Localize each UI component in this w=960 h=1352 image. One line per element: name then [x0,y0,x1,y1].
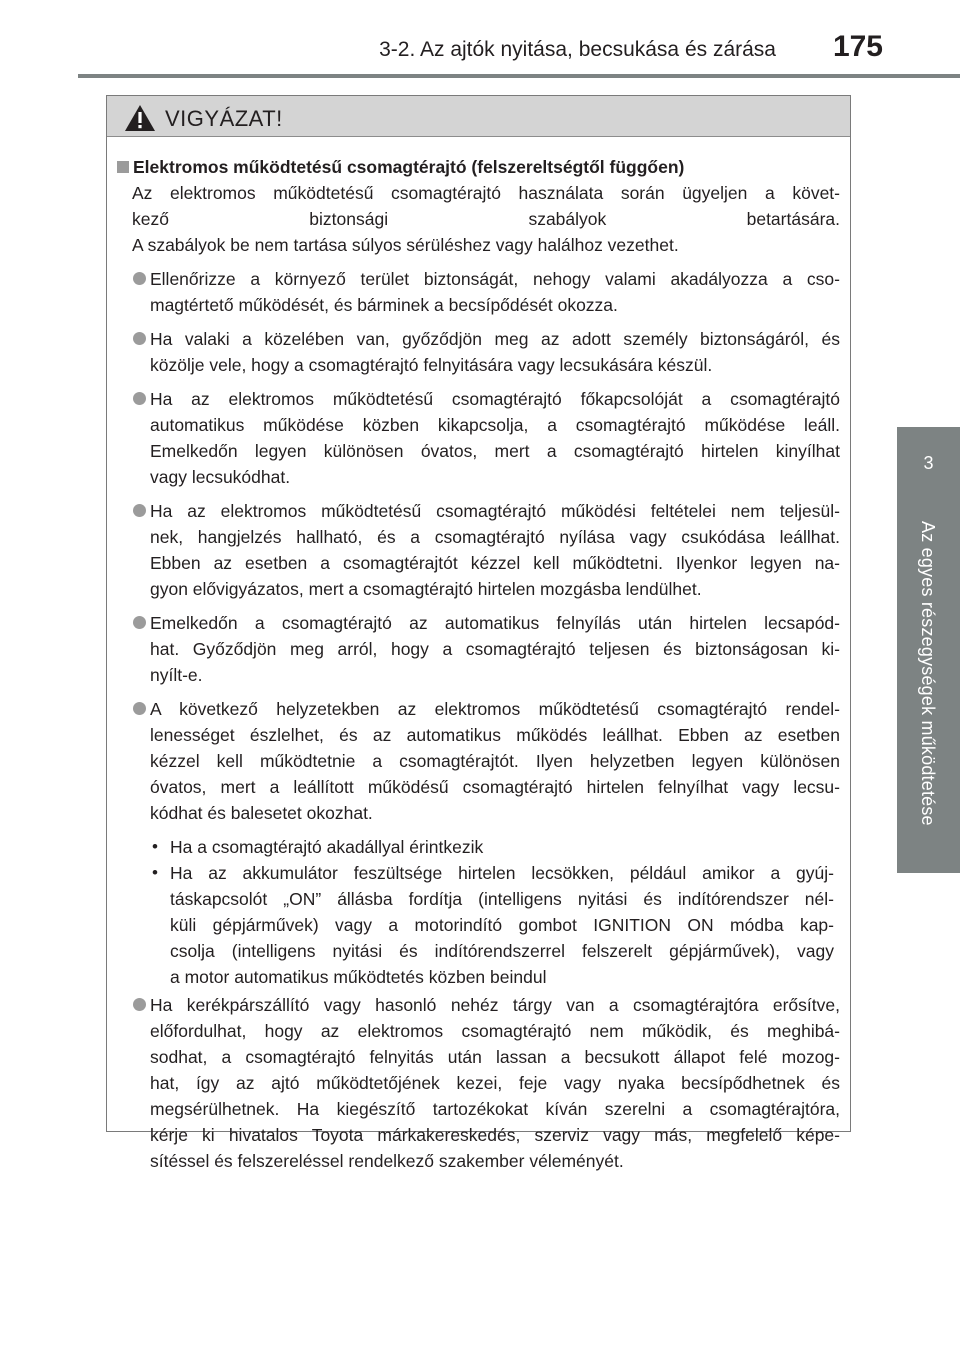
section-title: Elektromos működtetésű csomagtérajtó (felszereltségtől függően) [133,157,685,177]
text-line: nyílt-e. [150,665,203,685]
text-line: óvatos, mert a leállított működésű csomagtérajtó hirtelen felnyílhat vagy lecsu- [150,777,840,797]
page-number: 175 [832,30,883,63]
text-line: hat. Győződjön meg arról, hogy a csomagtérajtó teljesen és biztonságosan ki- [150,639,840,659]
header-title: 3-2. Az ajtók nyitása, becsukása és zárása [379,38,776,61]
text-line: Ha a csomagtérajtó akadállyal érintkezik [170,837,484,857]
text-line: kézzel kell működtetnie a csomagtérajtót. Ilyen helyzetben legyen különösen [150,751,840,771]
text-line: gyon elővigyázatos, mert a csomagtérajtó hirtelen mozgásba lendülhet. [150,579,702,599]
round-bullet-icon [133,616,146,629]
text-line: kérje ki hivatalos Toyota márkakereskedés, szerviz vagy más, megfelelő képe- [150,1125,840,1145]
text-line: küli gépjárművek) vagy a motorindító gombot IGNITION ON módba kap- [170,915,834,935]
text-line: táskapcsolót „ON” állásba fordítja (intelligens nyitási és indítórendszer nél- [170,889,834,909]
section-heading [117,154,850,180]
text-line: Ha az elektromos működtetésű csomagtérajtó főkapcsolóját a csomagtérajtó [150,389,840,409]
chapter-number: 3 [923,453,934,473]
warning-list [107,266,850,826]
text-line: csolja (intelligens nyitási és indítórendszerrel felszerelt gépjárművek), vagy [170,941,834,961]
text-line: Emelkedőn a csomagtérajtó az automatikus felnyílás után hirtelen lecsapód- [150,613,840,633]
text-line: kódhat és balesetet okozhat. [150,803,373,823]
text-line: nek, hangjelzés hallható, és a csomagtérajtó nyílása vagy csukódása leállhat. [150,527,840,547]
round-bullet-icon [133,392,146,405]
text-line: sodhat, a csomagtérajtó felnyitás után lassan a becsukott állapot felé mozog- [150,1047,840,1067]
round-bullet-icon [133,272,146,285]
intro-paragraph [132,180,840,258]
text-line: lenességet észlelhet, és az automatikus működés leállhat. Ebben az esetben [150,725,840,745]
text-line: vagy lecsukódhat. [150,467,291,487]
chapter-side-tab [897,427,960,873]
round-bullet-icon [133,332,146,345]
text-line: előfordulhat, hogy az elektromos csomagtérajtó nem működik, és meghibá- [150,1021,840,1041]
round-bullet-icon [133,998,146,1011]
text-line: Ha az elektromos működtetésű csomagtérajtó működési feltételei nem teljesül- [150,501,840,521]
warning-box [106,95,851,1171]
warning-list-continued [107,992,850,1174]
sub-list-item [152,834,834,860]
text-line: megsérülhetnek. Ha kiegészítő tartozékokat kíván szerelni a csomagtérajtóra, [150,1099,840,1119]
header-rule [78,74,960,78]
list-item [150,992,840,1174]
text-line: sítéssel és felszereléssel rendelkező szakember véleményét. [150,1151,624,1171]
text-line: Emelkedőn legyen különösen óvatos, mert a csomagtérajtó hirtelen kinyílhat [150,441,840,461]
list-item [150,610,840,688]
text-line: automatikus működése közben kikapcsolja, a csomagtérajtó működése leáll. [150,415,840,435]
text-line: a motor automatikus működtetés közben beindul [170,967,547,987]
list-item [150,266,840,318]
round-bullet-icon [133,702,146,715]
text-line: kező biztonsági szabályok betartására. [132,209,840,229]
warning-header [107,96,850,137]
text-line: Az elektromos működtetésű csomagtérajtó használata során ügyeljen a követ- [132,183,840,203]
warning-body [107,154,850,1174]
situation-list [107,834,850,990]
list-item [150,386,840,490]
text-line: Ellenőrizze a környező terület biztonságát, nehogy valami akadályozza a cso- [150,269,840,289]
square-bullet-icon [117,161,129,173]
dot-bullet-icon: • [152,863,158,882]
text-line: Ha kerékpárszállító vagy hasonló nehéz tárgy van a csomagtérajtóra erősítve, [150,995,840,1015]
text-line: Ha valaki a közelében van, győződjön meg az adott személy biztonságáról, és [150,329,840,349]
text-line: A szabályok be nem tartása súlyos sérüléshez vagy halálhoz vezethet. [132,235,679,255]
list-item [150,498,840,602]
text-line: Ha az akkumulátor feszültsége hirtelen lecsökken, például amikor a gyúj- [170,863,834,883]
warning-triangle-icon [124,104,156,132]
sub-list-item [152,860,834,990]
dot-bullet-icon: • [152,837,158,856]
round-bullet-icon [133,504,146,517]
text-line: hat, így az ajtó működtetőjének kezei, feje vagy nyaka becsípődhetnek és [150,1073,840,1093]
list-item [150,696,840,826]
list-item [150,326,840,378]
text-line: közölje vele, hogy a csomagtérajtó felnyitására vagy lecsukására készül. [150,355,713,375]
warning-title: VIGYÁZAT! [165,106,283,131]
text-line: A következő helyzetekben az elektromos működtetésű csomagtérajtó rendel- [150,699,840,719]
text-line: magtértető működését, és bárminek a becsípődését okozza. [150,295,618,315]
text-line: Ebben az esetben a csomagtérajtót kézzel kell működtetni. Ilyenkor legyen na- [150,553,840,573]
chapter-title: Az egyes részegységek működtetése [918,521,938,826]
